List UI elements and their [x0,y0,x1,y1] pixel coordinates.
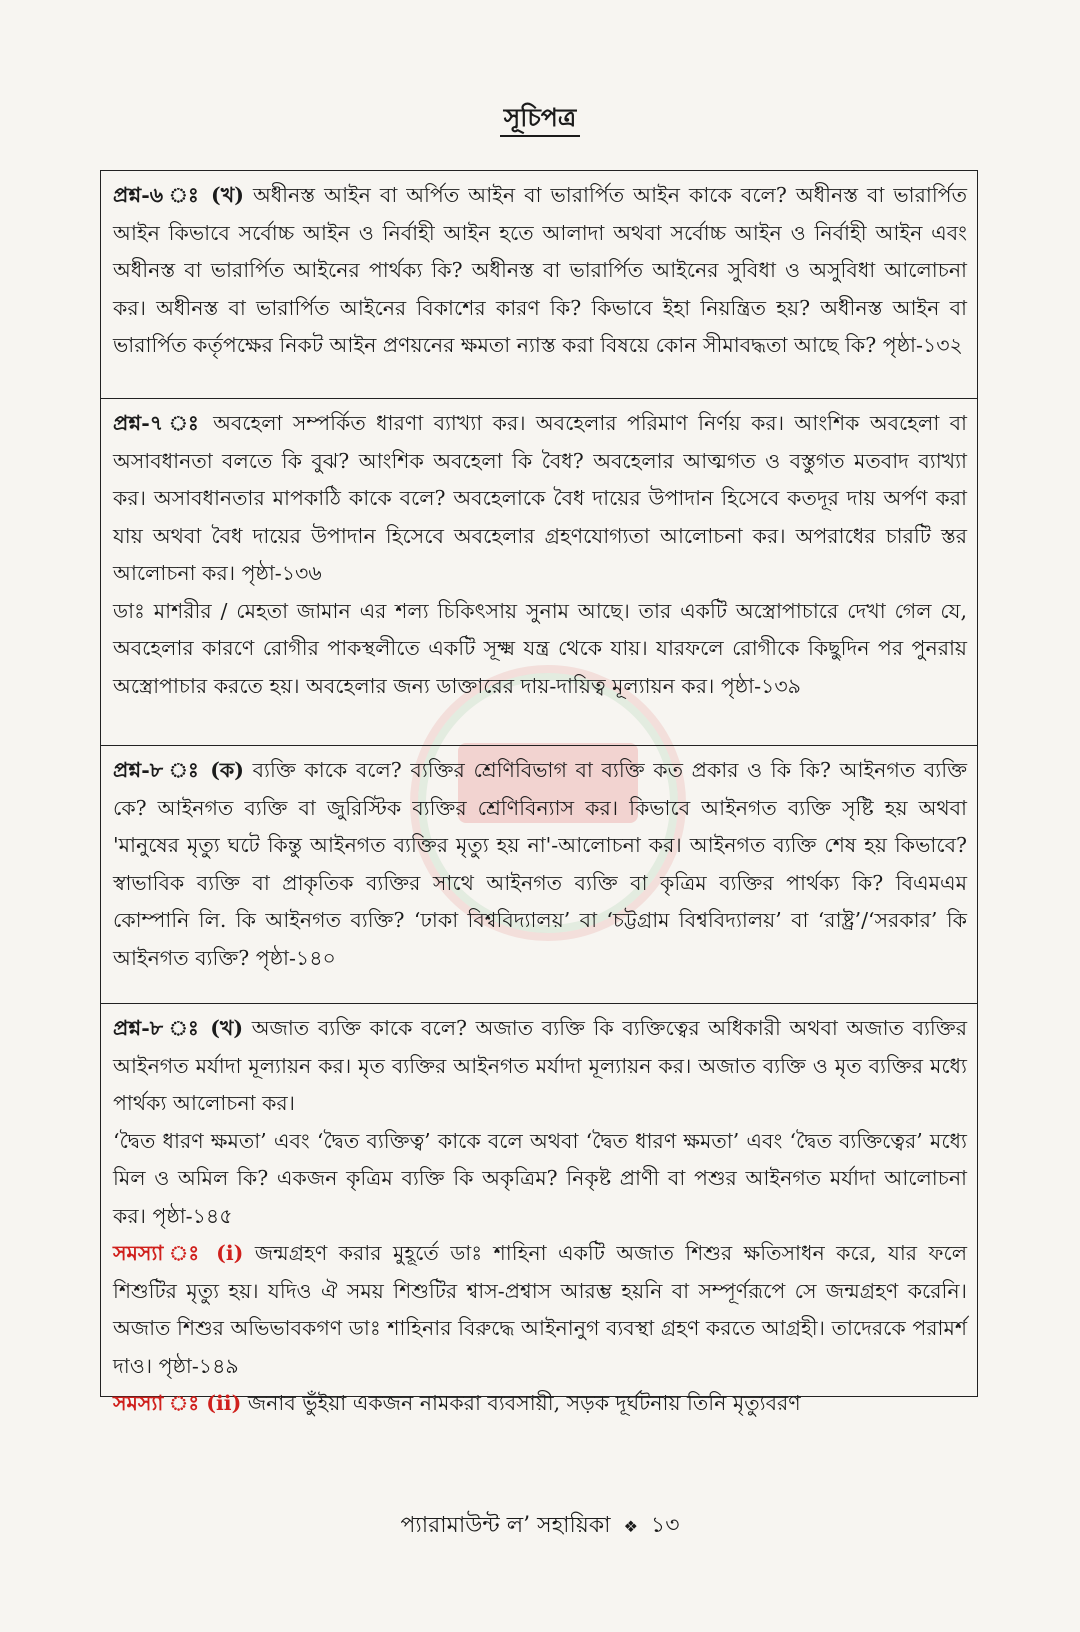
problem-1-label: সমস্যা ঃ (i) [113,1241,244,1265]
question-8b [113,1010,967,1123]
footer-page-number: ১৩ [650,1513,680,1538]
page-title-text: সূচিপত্র [500,103,581,137]
question-8b-text: অজাত ব্যক্তি কাকে বলে? অজাত ব্যক্তি কি ব্যক্তিত্বের অধিকারী অথবা অজাত ব্যক্তির আইনগত মর্যাদা মূল্যায়ন কর। মৃত ব্যক্তির আইনগত মর্যাদা মূল্যায়ন কর। অজাত ব্যক্তি ও মৃত ব্যক্তির মধ্যে পার্থক্য আলোচনা কর। [113,1016,967,1115]
question-8a [113,752,967,977]
question-6b-text: অধীনস্ত আইন বা অর্পিত আইন বা ভারার্পিত আইন কাকে বলে? অধীনস্ত বা ভারার্পিত আইন কিভাবে সর্বোচ্চ আইন ও নির্বাহী আইন হতে আলাদা অথবা সর্বোচ্চ আইন ও নির্বাহী আইন এবং অধীনস্ত বা ভারার্পিত আইনের পার্থক্য কি? অধীনস্ত বা ভারার্পিত আইনের সুবিধা ও অসুবিধা আলোচনা কর। অধীনস্ত বা ভারার্পিত আইনের বিকাশের কারণ কি? কিভাবে ইহা নিয়ন্ত্রিত হয়? অধীনস্ত আইন বা ভারার্পিত কর্তৃপক্ষের নিকট আইন প্রণয়নের ক্ষমতা ন্যাস্ত করা বিষয়ে কোন সীমাবদ্ধতা আছে কি? পৃষ্ঠা-১৩২ [113,183,967,357]
question-7-label: প্রশ্ন-৭ ঃ [113,411,203,435]
question-7 [113,405,967,593]
problem-2-text: জনাব ভুঁইয়া একজন নামকরা ব্যবসায়ী, সড়ক দূর্ঘটনায় তিনি মৃত্যুবরণ [247,1391,801,1415]
question-8a-cell [101,746,977,1004]
footer-separator-icon: ❖ [623,1517,638,1536]
contents-table [100,170,978,1415]
question-6b-label: প্রশ্ন-৬ ঃ (খ) [113,183,244,207]
footer-book-title: প্যারামাউন্ট ল’ সহায়িকা [400,1513,611,1538]
question-7-case: ডাঃ মাশরীর / মেহতা জামান এর শল্য চিকিৎসায় সুনাম আছে। তার একটি অস্ত্রোপাচারে দেখা গেল যে, অবহেলার কারণে রোগীর পাকস্থলীতে একটি সূক্ষ্ম যন্ত্র থেকে যায়। যারফলে রোগীকে কিছুদিন পর পুনরায় অস্ত্রোপাচার করতে হয়। অবহেলার জন্য ডাক্তারের দায়-দায়িত্ব মূল্যায়ন কর। পৃষ্ঠা-১৩৯ [113,598,967,698]
problem-1-text: জন্মগ্রহণ করার মুহূর্তে ডাঃ শাহিনা একটি অজাত শিশুর ক্ষতিসাধন করে, যার ফলে শিশুটির মৃত্যু হয়। যদিও ঐ সময় শিশুটির শ্বাস-প্রশ্বাস আরম্ভ হয়নি বা সম্পূর্ণরূপে সে জন্মগ্রহণ করেনি। অজাত শিশুর অভিভাবকগণ ডাঃ শাহিনার বিরুদ্ধে আইনানুগ ব্যবস্থা গ্রহণ করতে আগ্রহী। তাদেরকে পরামর্শ দাও। পৃষ্ঠা-১৪৯ [113,1241,968,1378]
problem-1 [113,1235,967,1385]
question-7-text: অবহেলা সম্পর্কিত ধারণা ব্যাখ্যা কর। অবহেলার পরিমাণ নির্ণয় কর। আংশিক অবহেলা বা অসাবধানতা বলতে কি বুঝ? আংশিক অবহেলা কি বৈধ? অবহেলার আত্মগত ও বস্তুগত মতবাদ ব্যাখ্যা কর। অসাবধানতার মাপকাঠি কাকে বলে? অবহেলাকে বৈধ দায়ের উপাদান হিসেবে কতদূর দায় অর্পণ করা যায় অথবা বৈধ দায়ের উপাদান হিসেবে অবহেলার গ্রহণযোগ্যতা আলোচনা কর। অপরাধের চারটি স্তর আলোচনা কর। পৃষ্ঠা-১৩৬ [113,411,967,585]
page-title [0,98,1080,141]
page-footer [0,1508,1080,1545]
question-7-cell [101,399,977,746]
question-8b-cell [101,1004,977,1415]
question-8b-label: প্রশ্ন-৮ ঃ (খ) [113,1016,244,1040]
question-8a-label: প্রশ্ন-৮ ঃ (ক) [113,758,244,782]
question-6b-cell [101,171,977,399]
question-6b [113,177,967,365]
problem-2 [113,1385,967,1423]
question-8a-text: ব্যক্তি কাকে বলে? ব্যক্তির শ্রেণিবিভাগ বা ব্যক্তি কত প্রকার ও কি কি? আইনগত ব্যক্তি কে? আইনগত ব্যক্তি বা জুরিস্টিক ব্যক্তির শ্রেণিবিন্যাস কর। কিভাবে আইনগত ব্যক্তি সৃষ্টি হয় অথবা 'মানুষের মৃত্যু ঘটে কিন্তু আইনগত ব্যক্তির মৃত্যু হয় না'-আলোচনা কর। আইনগত ব্যক্তি শেষ হয় কিভাবে? স্বাভাবিক ব্যক্তি বা প্রাকৃতিক ব্যক্তির সাথে আইনগত ব্যক্তি বা কৃত্রিম ব্যক্তির পার্থক্য কি? বিএমএম কোম্পানি লি. কি আইনগত ব্যক্তি? ‘ঢাকা বিশ্ববিদ্যালয়’ বা ‘চট্টগ্রাম বিশ্ববিদ্যালয়’ বা ‘রাষ্ট্র’/‘সরকার’ কি আইনগত ব্যক্তি? পৃষ্ঠা-১৪০ [113,758,967,970]
problem-2-label: সমস্যা ঃ (ii) [113,1391,242,1415]
question-8b-text2: ‘দ্বৈত ধারণ ক্ষমতা’ এবং ‘দ্বৈত ব্যক্তিত্ব’ কাকে বলে অথবা ‘দ্বৈত ধারণ ক্ষমতা’ এবং ‘দ্বৈত ব্যক্তিত্বের’ মধ্যে মিল ও অমিল কি? একজন কৃত্রিম ব্যক্তি কি অকৃত্রিম? নিকৃষ্ট প্রাণী বা পশুর আইনগত মর্যাদা আলোচনা কর। পৃষ্ঠা-১৪৫ [113,1128,967,1228]
